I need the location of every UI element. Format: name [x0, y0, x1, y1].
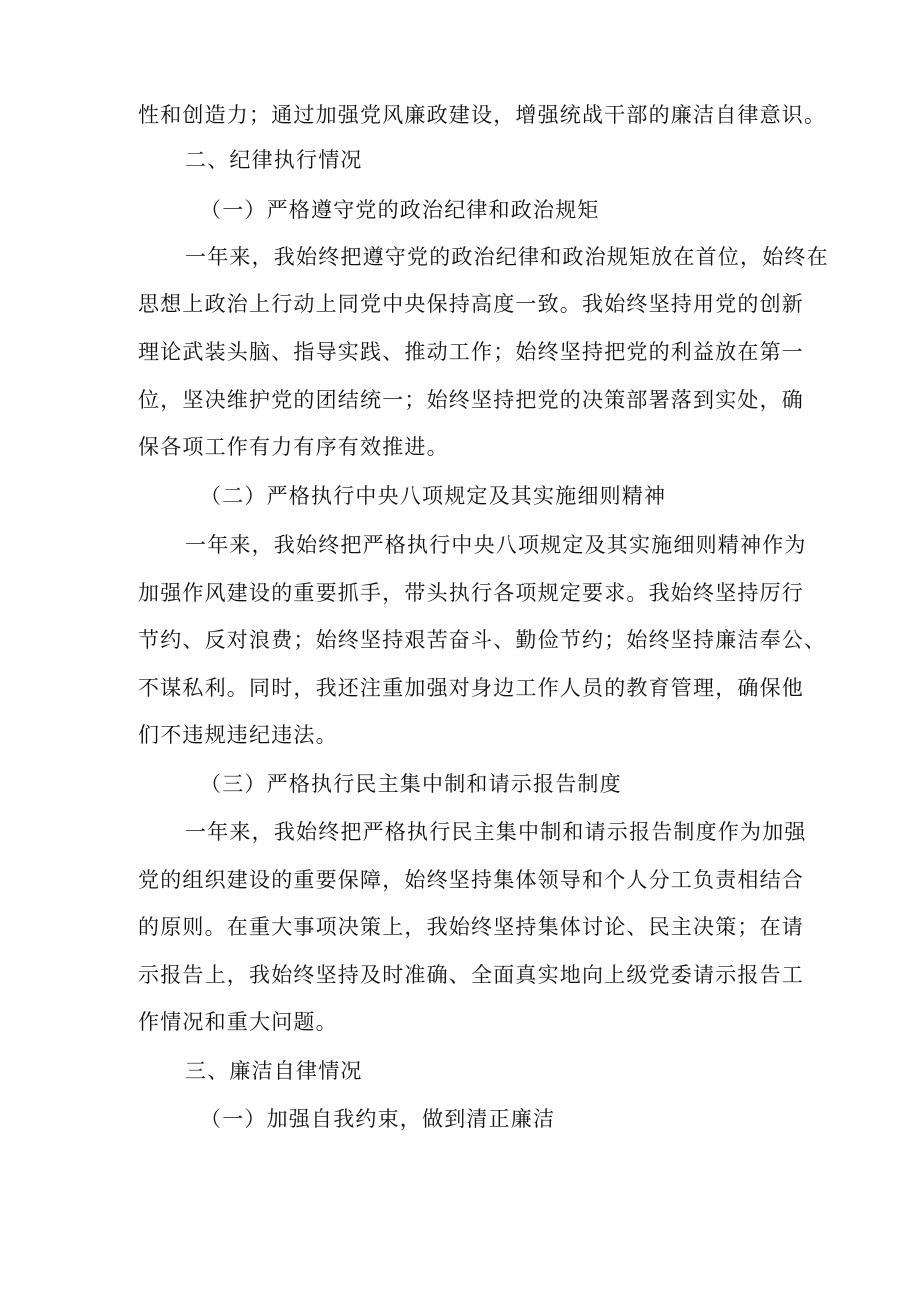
paragraph-line: 一年来，我始终把严格执行民主集中制和请示报告制度作为加强	[185, 820, 807, 844]
paragraph-line: 示报告上，我始终坚持及时准确、全面真实地向上级党委请示报告工	[138, 963, 804, 987]
paragraph-line: 们不违规违纪违法。	[138, 723, 338, 747]
paragraph-line: 的原则。在重大事项决策上，我始终坚持集体讨论、民主决策；在请	[138, 915, 804, 939]
paragraph-line: 位，坚决维护党的团结统一；始终坚持把党的决策部署落到实处，确	[138, 388, 804, 412]
paragraph-line: 一年来，我始终把严格执行中央八项规定及其实施细则精神作为	[185, 533, 807, 557]
paragraph-line: 一年来，我始终把遵守党的政治纪律和政治规矩放在首位，始终在	[185, 245, 829, 269]
paragraph-line: 理论武装头脑、指导实践、推动工作；始终坚持把党的利益放在第一	[138, 340, 804, 364]
paragraph-line: 保各项工作有力有序有效推进。	[138, 435, 449, 459]
subsection-heading: （一）加强自我约束，做到清正廉洁	[200, 1107, 556, 1131]
paragraph-line: 党的组织建设的重要保障，始终坚持集体领导和个人分工负责相结合	[138, 868, 804, 892]
section-heading: 二、纪律执行情况	[185, 148, 363, 172]
paragraph-line: 思想上政治上行动上同党中央保持高度一致。我始终坚持用党的创新	[138, 292, 804, 316]
paragraph-line: 作情况和重大问题。	[138, 1010, 338, 1034]
paragraph-line: 不谋私利。同时，我还注重加强对身边工作人员的教育管理，确保他	[138, 676, 804, 700]
paragraph-line: 节约、反对浪费；始终坚持艰苦奋斗、勤俭节约；始终坚持廉洁奉公、	[138, 628, 827, 652]
section-heading: 三、廉洁自律情况	[185, 1059, 363, 1083]
subsection-heading: （一）严格遵守党的政治纪律和政治规矩	[200, 198, 600, 222]
subsection-heading: （三）严格执行民主集中制和请示报告制度	[200, 772, 622, 796]
paragraph-line: 性和创造力；通过加强党风廉政建设，增强统战干部的廉洁自律意识。	[138, 103, 827, 127]
paragraph-line: 加强作风建设的重要抓手，带头执行各项规定要求。我始终坚持厉行	[138, 581, 804, 605]
subsection-heading: （二）严格执行中央八项规定及其实施细则精神	[200, 484, 667, 508]
